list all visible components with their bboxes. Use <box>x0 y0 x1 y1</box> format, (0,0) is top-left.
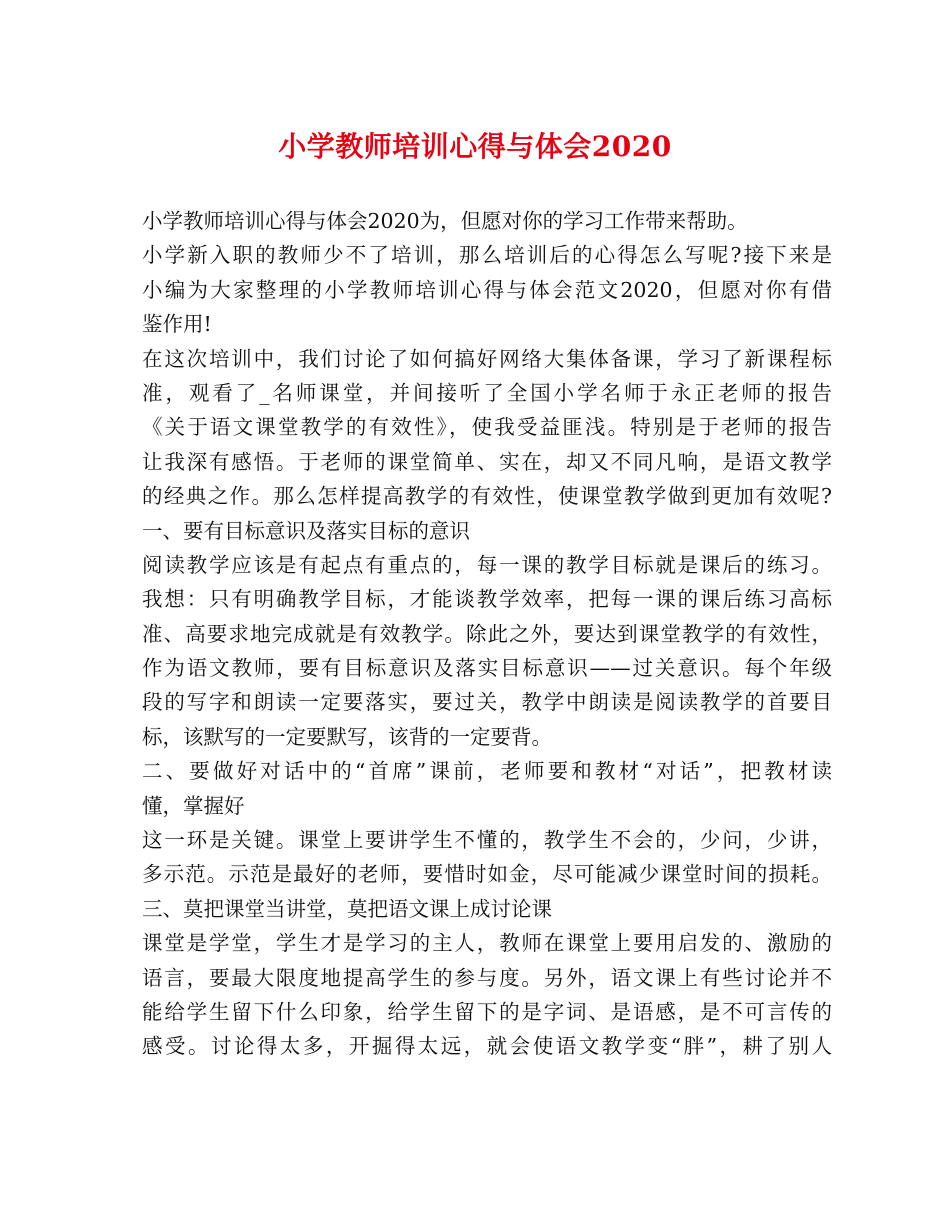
body-line: 我想：只有明确教学目标，才能谈教学效率，把每一课的课后练习高标 <box>142 587 832 612</box>
section-heading: 二、要做好对话中的“首席”课前，老师要和教材“对话”，把教材读 <box>142 759 832 784</box>
body-line: 能给学生留下什么印象，给学生留下的是字词、是语感，是不可言传的 <box>142 999 832 1024</box>
document-body <box>142 204 832 1064</box>
body-line: 鉴作用! <box>142 312 212 337</box>
section-heading: 一、要有目标意识及落实目标的意识 <box>142 518 470 543</box>
document-title: 小学教师培训心得与体会2020 <box>278 130 672 163</box>
body-line: 的经典之作。那么怎样提高教学的有效性，使课堂教学做到更加有效呢? <box>142 484 832 509</box>
body-line: 课堂是学堂，学生才是学习的主人，教师在课堂上要用启发的、激励的 <box>142 931 832 956</box>
body-line: 让我深有感悟。于老师的课堂简单、实在，却又不同凡响，是语文教学 <box>142 449 832 474</box>
body-line: 准，观看了_名师课堂，并间接听了全国小学名师于永正老师的报告 <box>142 380 832 405</box>
body-line: 多示范。示范是最好的老师，要惜时如金，尽可能减少课堂时间的损耗。 <box>142 862 832 887</box>
body-line: 准、高要求地完成就是有效教学。除此之外，要达到课堂教学的有效性， <box>142 621 832 646</box>
body-line: 阅读教学应该是有起点有重点的，每一课的教学目标就是课后的练习。 <box>142 552 832 577</box>
body-line: 标，该默写的一定要默写，该背的一定要背。 <box>142 724 552 749</box>
body-line: 《关于语文课堂教学的有效性》，使我受益匪浅。特别是于老师的报告 <box>142 415 832 440</box>
body-line: 小学教师培训心得与体会2020为，但愿对你的学习工作带来帮助。 <box>142 209 748 233</box>
section-heading: 三、莫把课堂当讲堂，莫把语文课上成讨论课 <box>142 896 552 921</box>
body-line: 语言，要最大限度地提高学生的参与度。另外，语文课上有些讨论并不 <box>142 965 832 990</box>
body-line: 这一环是关键。课堂上要讲学生不懂的，教学生不会的，少问，少讲， <box>142 828 832 853</box>
body-line: 作为语文教师，要有目标意识及落实目标意识——过关意识。每个年级 <box>142 656 832 681</box>
body-line: 感受。讨论得太多，开掘得太远，就会使语文教学变“胖”，耕了别人 <box>142 1034 832 1059</box>
body-line: 小编为大家整理的小学教师培训心得与体会范文2020，但愿对你有借 <box>142 277 832 302</box>
body-line: 小学新入职的教师少不了培训，那么培训后的心得怎么写呢?接下来是 <box>142 243 832 268</box>
body-line: 在这次培训中，我们讨论了如何搞好网络大集体备课，学习了新课程标 <box>142 346 832 371</box>
body-line: 段的写字和朗读一定要落实，要过关，教学中朗读是阅读教学的首要目 <box>142 690 832 715</box>
section-heading-cont: 懂，掌握好 <box>142 793 245 818</box>
